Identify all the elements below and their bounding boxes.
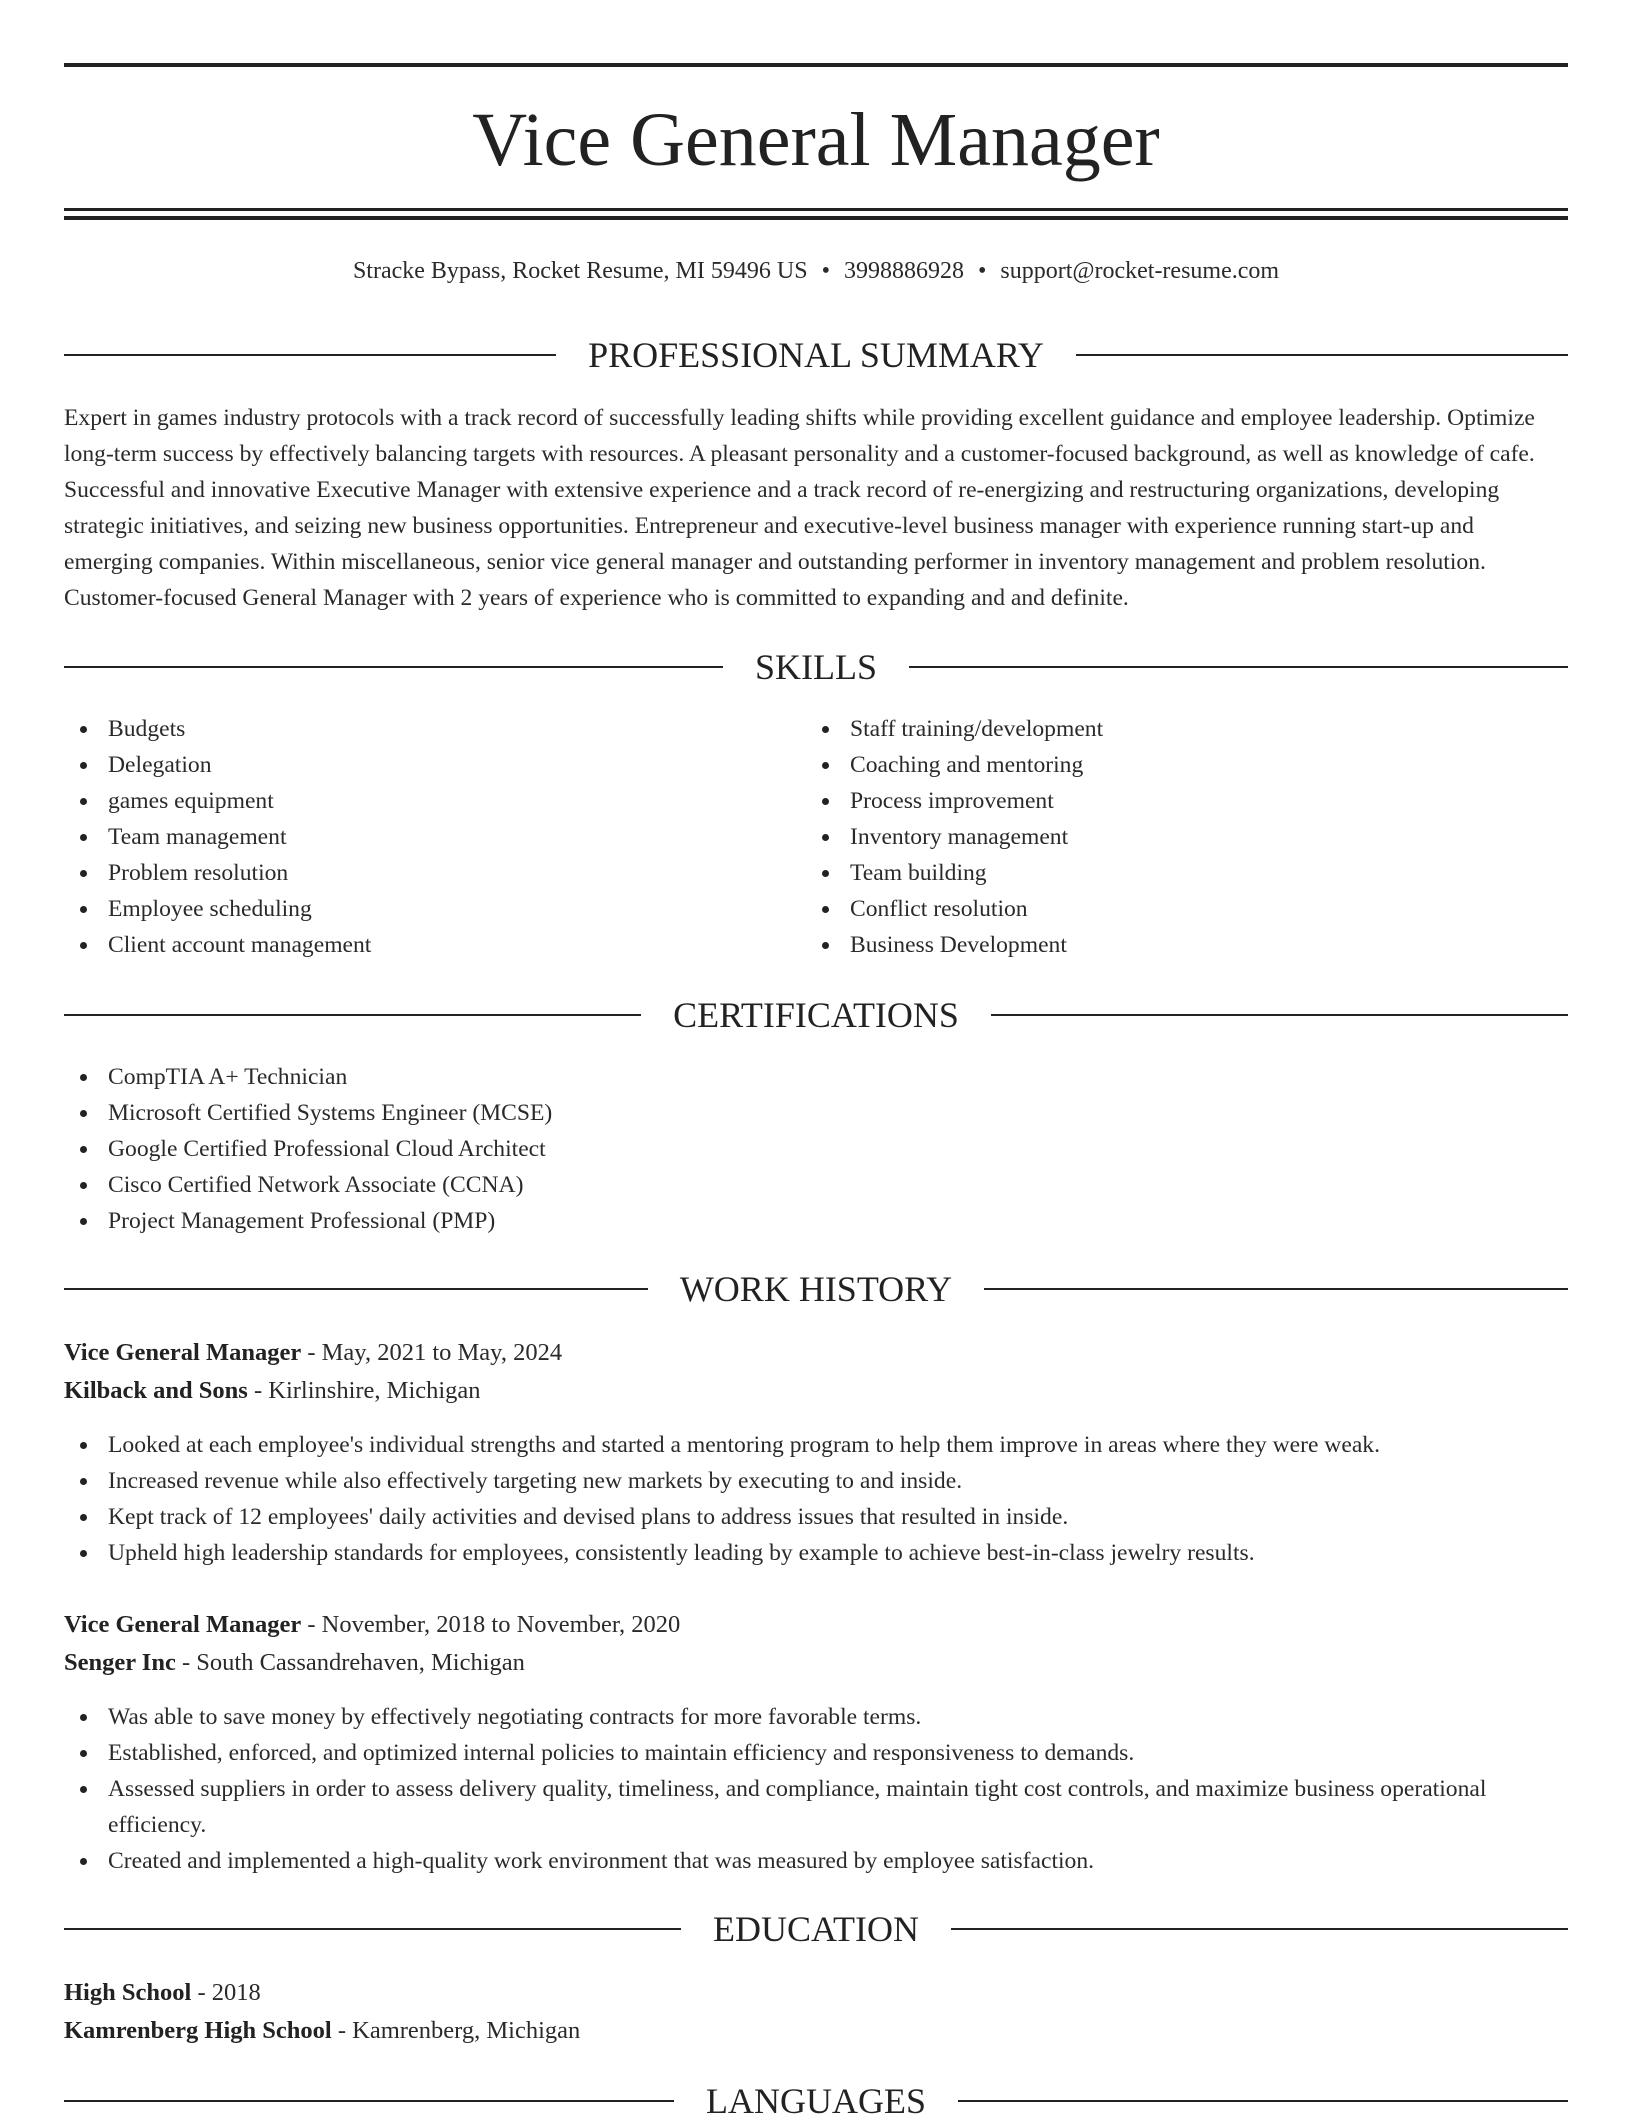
job-dash: - xyxy=(247,1377,269,1404)
heading-rule-right xyxy=(1076,354,1568,356)
job-title-line xyxy=(64,1606,1568,1644)
job-entry xyxy=(64,1606,1568,1682)
skill-item: Problem resolution xyxy=(64,855,764,891)
heading-rule-right xyxy=(909,666,1568,668)
job-role: Vice General Manager xyxy=(64,1611,302,1638)
job-bullet: Increased revenue while also effectively targeting new markets by executing to and inside. xyxy=(64,1463,1568,1499)
job-company: Senger Inc xyxy=(64,1649,176,1676)
job-bullets xyxy=(64,1699,1568,1879)
certification-item: Cisco Certified Network Associate (CCNA) xyxy=(64,1167,1568,1203)
job-dash: - xyxy=(301,1339,322,1366)
job-bullet: Kept track of 12 employees' daily activities and devised plans to address issues that resulted in inside. xyxy=(64,1499,1568,1535)
contact-phone: 3998886928 xyxy=(843,258,964,284)
contact-separator: • xyxy=(977,258,987,284)
skills-title: SKILLS xyxy=(755,647,878,687)
job-dates: November, 2018 to November, 2020 xyxy=(321,1611,681,1638)
certifications-title: CERTIFICATIONS xyxy=(673,995,959,1035)
resume-name: Vice General Manager xyxy=(472,98,1160,182)
education-degree-line xyxy=(64,1974,1568,2012)
languages-heading xyxy=(64,2079,1568,2123)
education-school: Kamrenberg High School xyxy=(64,2017,332,2044)
education-heading xyxy=(64,1907,1568,1951)
certification-item: Google Certified Professional Cloud Architect xyxy=(64,1131,1568,1167)
education-dash: - xyxy=(331,2017,353,2044)
work-heading xyxy=(64,1267,1568,1311)
certification-item: CompTIA A+ Technician xyxy=(64,1059,1568,1095)
contact-separator: • xyxy=(821,258,830,284)
skill-item: Delegation xyxy=(64,747,764,783)
skill-item: Staff training/development xyxy=(806,711,1566,747)
summary-title: PROFESSIONAL SUMMARY xyxy=(588,335,1044,375)
job-location: Kirlinshire, Michigan xyxy=(268,1377,481,1404)
job-dash: - xyxy=(175,1649,197,1676)
job-entry xyxy=(64,1334,1568,1410)
contact-line xyxy=(64,254,1568,288)
job-bullet: Upheld high leadership standards for employees, consistently leading by example to achieve best-in-class jewelry results. xyxy=(64,1535,1568,1571)
heading-rule-right xyxy=(984,1288,1568,1290)
heading-rule-left xyxy=(64,1288,648,1290)
job-dash: - xyxy=(301,1611,322,1638)
skills-list-left xyxy=(64,711,764,963)
contact-email: support@rocket-resume.com xyxy=(1000,258,1280,284)
job-bullet: Assessed suppliers in order to assess delivery quality, timeliness, and compliance, maintain tight cost controls, and maximize business operational efficiency. xyxy=(64,1771,1568,1843)
skill-item: Process improvement xyxy=(806,783,1566,819)
education-school-line xyxy=(64,2012,1568,2050)
skill-item: Team building xyxy=(806,855,1566,891)
skill-item: Conflict resolution xyxy=(806,891,1566,927)
header-rule-lower xyxy=(64,216,1568,220)
skill-item: Budgets xyxy=(64,711,764,747)
job-location: South Cassandrehaven, Michigan xyxy=(196,1649,525,1676)
languages-title: LANGUAGES xyxy=(706,2081,926,2121)
education-entry xyxy=(64,1974,1568,2050)
heading-rule-right xyxy=(951,1928,1568,1930)
header-rule-upper xyxy=(64,208,1568,211)
heading-rule-left xyxy=(64,2100,674,2102)
heading-rule-left xyxy=(64,354,556,356)
job-bullet: Looked at each employee's individual strengths and started a mentoring program to help them improve in areas where they were weak. xyxy=(64,1427,1568,1463)
summary-text: Expert in games industry protocols with a track record of successfully leading shifts while providing excellent guidance and employee leadership. Optimize long-term success by effectively balancing targets with resources. A pleasant personality and a customer-focused background, as well as knowledge of cafe. Successful and innovative Executive Manager with extensive experience and a track record of re-energizing and restructuring organizations, developing strategic initiatives, and seizing new business opportunities. Entrepreneur and executive-level business manager with experience running start-up and emerging companies. Within miscellaneous, senior vice general manager and outstanding performer in inventory management and problem resolution. Customer-focused General Manager with 2 years of experience who is committed to expanding and and definite. xyxy=(64,405,1535,611)
education-title: EDUCATION xyxy=(713,1909,919,1949)
job-company-line xyxy=(64,1644,1568,1682)
job-title-line xyxy=(64,1334,1568,1372)
job-dates: May, 2021 to May, 2024 xyxy=(321,1339,563,1366)
heading-rule-left xyxy=(64,666,723,668)
job-bullet: Created and implemented a high-quality work environment that was measured by employee satisfaction. xyxy=(64,1843,1568,1879)
job-bullet: Was able to save money by effectively negotiating contracts for more favorable terms. xyxy=(64,1699,1568,1735)
certifications-list xyxy=(64,1059,1568,1239)
certifications-heading xyxy=(64,993,1568,1037)
job-company: Kilback and Sons xyxy=(64,1377,248,1404)
skill-item: Business Development xyxy=(806,927,1566,963)
certification-item: Microsoft Certified Systems Engineer (MCSE) xyxy=(64,1095,1568,1131)
skill-item: Coaching and mentoring xyxy=(806,747,1566,783)
skill-item: Team management xyxy=(64,819,764,855)
skill-item: Employee scheduling xyxy=(64,891,764,927)
skills-list-right xyxy=(806,711,1566,963)
skill-item: games equipment xyxy=(64,783,764,819)
skill-item: Client account management xyxy=(64,927,764,963)
education-year: 2018 xyxy=(211,1979,261,2006)
contact-address: Stracke Bypass, Rocket Resume, MI 59496 US xyxy=(352,258,808,284)
education-degree: High School xyxy=(64,1979,192,2006)
job-company-line xyxy=(64,1372,1568,1410)
heading-rule-left xyxy=(64,1014,641,1016)
skills-heading xyxy=(64,645,1568,689)
work-title: WORK HISTORY xyxy=(679,1269,953,1309)
skill-item: Inventory management xyxy=(806,819,1566,855)
education-location: Kamrenberg, Michigan xyxy=(352,2017,581,2044)
heading-rule-right xyxy=(958,2100,1568,2102)
job-bullets xyxy=(64,1427,1568,1571)
heading-rule-left xyxy=(64,1928,681,1930)
education-dash: - xyxy=(191,1979,212,2006)
top-rule xyxy=(64,63,1568,67)
certification-item: Project Management Professional (PMP) xyxy=(64,1203,1568,1239)
job-bullet: Established, enforced, and optimized internal policies to maintain efficiency and responsiveness to demands. xyxy=(64,1735,1568,1771)
heading-rule-right xyxy=(991,1014,1568,1016)
job-role: Vice General Manager xyxy=(64,1339,302,1366)
summary-heading xyxy=(64,333,1568,377)
